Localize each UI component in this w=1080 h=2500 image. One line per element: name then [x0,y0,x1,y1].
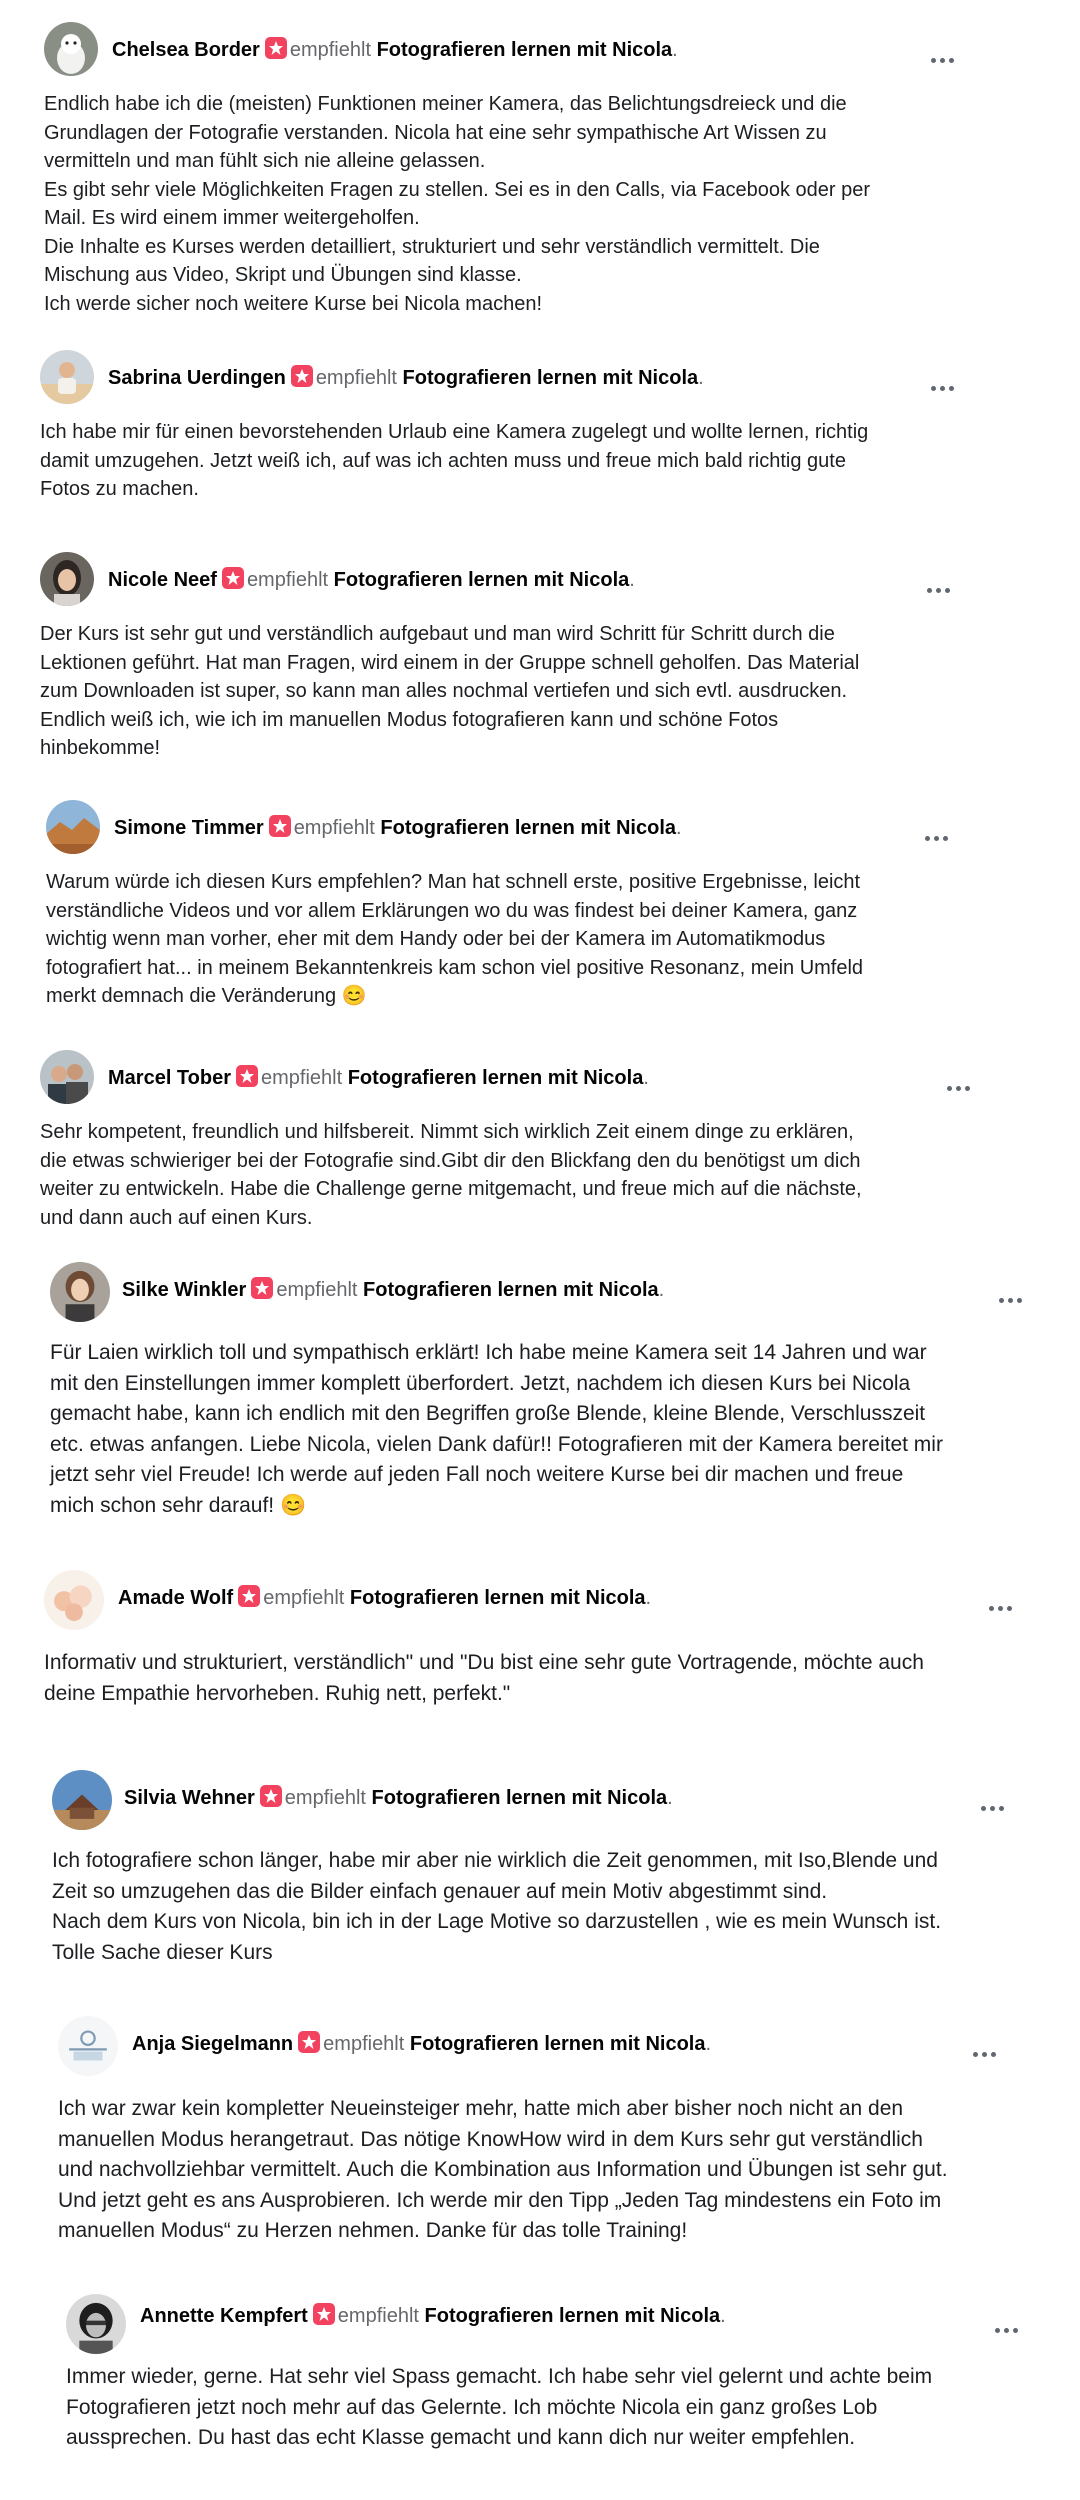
reviewer-name[interactable]: Silke Winkler [122,1279,247,1301]
star-recommend-icon [313,2303,335,2325]
star-recommend-icon [291,365,313,387]
review-headline: Simone Timmer empfiehlt Fotografieren lernen mit Nicola. [114,817,682,839]
recommends-label: empfiehlt [293,817,375,839]
page-link[interactable]: Fotografieren lernen mit Nicola [424,2305,721,2327]
page-link[interactable]: Fotografieren lernen mit Nicola [333,569,630,591]
review-card [40,552,1040,763]
review-text: Ich habe mir für einen bevorstehenden Urlaub eine Kamera zugelegt und wollte lernen, richtig damit umzugehen. Jetzt weiß ich, auf was ich achten muss und freue mich bald richtig gute Fotos zu machen. [40,421,869,500]
star-recommend-icon [265,37,287,59]
reviewer-name[interactable]: Anja Siegelmann [132,2033,294,2055]
more-options-icon[interactable] [966,2036,1002,2072]
avatar[interactable] [58,2016,118,2076]
review-text: Ich fotografiere schon länger, habe mir aber nie wirklich die Zeit genommen, mit Iso,Blende und Zeit so umzugehen das die Bilder einfach genauer auf mein Motiv abgestimmt sind. Nach dem Kurs von Nicola, bin ich in der Lage Motive so darzustellen , wie es mein Wunsch ist. Tolle Sache dieser Kurs [52,1849,942,1964]
page-link[interactable]: Fotografieren lernen mit Nicola [371,1787,668,1809]
more-options-icon[interactable] [982,1590,1018,1626]
recommends-label: empfiehlt [263,1587,345,1609]
review-card [58,2016,1058,2247]
avatar[interactable] [52,1770,112,1830]
star-recommend-icon [236,1065,258,1087]
recommends-label: empfiehlt [315,367,397,389]
star-recommend-icon [298,2031,320,2053]
page-link[interactable]: Fotografieren lernen mit Nicola [376,39,673,61]
more-options-icon[interactable] [920,572,956,608]
reviewer-name[interactable]: Amade Wolf [118,1587,234,1609]
star-recommend-icon [222,567,244,589]
review-headline: Sabrina Uerdingen empfiehlt Fotografieren lernen mit Nicola. [108,367,704,389]
reviewer-name[interactable]: Chelsea Border [112,39,260,61]
avatar[interactable] [40,350,94,404]
review-headline: Chelsea Border empfiehlt Fotografieren lernen mit Nicola. [112,39,678,61]
review-card [52,1770,1052,1968]
review-card [40,350,1040,504]
reviewer-name[interactable]: Nicole Neef [108,569,217,591]
recommends-label: empfiehlt [289,39,371,61]
review-headline: Anja Siegelmann empfiehlt Fotografieren lernen mit Nicola. [132,2033,712,2055]
page-link[interactable]: Fotografieren lernen mit Nicola [402,367,699,389]
review-headline: Amade Wolf empfiehlt Fotografieren lernen mit Nicola. [118,1587,652,1609]
star-recommend-icon [260,1785,282,1807]
review-text: Für Laien wirklich toll und sympathisch erklärt! Ich habe meine Kamera seit 14 Jahren und war mit den Einstellungen immer komplett überfordert. Jetzt, nachdem ich diesen Kurs bei Nicola gemacht habe, kann ich endlich mit den Begriffen große Blende, kleine Blende, Verschlusszeit etc. etwas anfangen. Liebe Nicola, vielen Dank dafür!! Fotografieren mit der Kamera bereitet mir jetzt sehr viel Freude! Ich werde auf jeden Fall noch weitere Kurse bei dir machen und freue mich schon sehr darauf! 😊 [50,1341,943,1517]
review-text: Endlich habe ich die (meisten) Funktionen meiner Kamera, das Belichtungsdreieck und die Grundlagen der Fotografie verstanden. Nicola hat eine sehr sympathische Art Wissen zu vermitteln und man fühlt sich nie alleine gelassen. Es gibt sehr viele Möglichkeiten Fragen zu stellen. Sei es in den Calls, via Facebook oder per Mail. Es wird einem immer weitergeholfen. Die Inhalte es Kurses werden detailliert, strukturiert und sehr verständlich vermittelt. Die Mischung aus Video, Skript und Übungen sind klasse. Ich werde sicher noch weitere Kurse bei Nicola machen! [44,93,870,315]
star-recommend-icon [269,815,291,837]
review-headline: Annette Kempfert empfiehlt Fotografieren lernen mit Nicola. [140,2305,726,2327]
review-card [46,800,1046,1011]
page-link[interactable]: Fotografieren lernen mit Nicola [363,1279,659,1301]
star-recommend-icon [238,1585,260,1607]
review-text: Warum würde ich diesen Kurs empfehlen? Man hat schnell erste, positive Ergebnisse, leicht verständliche Videos und vor allem Erklärungen wo du was findest bei deiner Kamera, ganz wichtig wenn man vorher, eher mit dem Handy oder bei der Kamera im Automatikmodus fotografiert hat... in meinem Bekanntenkreis kam schon viel positive Resonanz, mein Umfeld merkt demnach die Veränderung 😊 [46,871,864,1007]
more-options-icon[interactable] [940,1070,976,1106]
star-recommend-icon [251,1277,273,1299]
more-options-icon[interactable] [992,1282,1028,1318]
recommends-label: empfiehlt [276,1279,358,1301]
more-options-icon[interactable] [924,370,960,406]
reviewer-name[interactable]: Simone Timmer [114,817,264,839]
review-text: Sehr kompetent, freundlich und hilfsbereit. Nimmt sich wirklich Zeit einem dinge zu erklären, die etwas schwieriger bei der Fotografie sind.Gibt dir den Blickfang den du benötigst um dich weiter zu entwickeln. Habe die Challenge gerne mitgemacht, und freue mich auf die nächste, und dann auch auf einen Kurs. [40,1121,862,1229]
avatar[interactable] [44,22,98,76]
review-card [66,2294,1066,2454]
avatar[interactable] [44,1570,104,1630]
review-card [40,1050,1040,1232]
page-link[interactable]: Fotografieren lernen mit Nicola [347,1067,644,1089]
reviewer-name[interactable]: Annette Kempfert [140,2305,308,2327]
avatar[interactable] [50,1262,110,1322]
recommends-label: empfiehlt [323,2033,405,2055]
reviewer-name[interactable]: Marcel Tober [108,1067,231,1089]
reviewer-name[interactable]: Silvia Wehner [124,1787,255,1809]
avatar[interactable] [66,2294,126,2354]
review-card [44,1570,1044,1709]
more-options-icon[interactable] [974,1790,1010,1826]
review-headline: Nicole Neef empfiehlt Fotografieren lernen mit Nicola. [108,569,635,591]
recommends-label: empfiehlt [284,1787,366,1809]
recommends-label: empfiehlt [246,569,329,591]
review-text: Immer wieder, gerne. Hat sehr viel Spass gemacht. Ich habe sehr viel gelernt und achte beim Fotografieren jetzt noch mehr auf das Gelernte. Ich möchte Nicola ein ganz großes Lob aussprechen. Du hast das echt Klasse gemacht und kann dich nur weiter empfehlen. [66,2365,933,2449]
more-options-icon[interactable] [988,2312,1024,2348]
more-options-icon[interactable] [924,42,960,78]
recommends-label: empfiehlt [337,2305,419,2327]
review-headline: Marcel Tober empfiehlt Fotografieren lernen mit Nicola. [108,1067,649,1089]
recommends-label: empfiehlt [261,1067,343,1089]
avatar[interactable] [40,552,94,606]
reviewer-name[interactable]: Sabrina Uerdingen [108,367,286,389]
page-link[interactable]: Fotografieren lernen mit Nicola [409,2033,706,2055]
review-text: Informativ und strukturiert, verständlich" und "Du bist eine sehr gute Vortragende, möchte auch deine Empathie hervorheben. Ruhig nett, perfekt." [44,1651,924,1705]
more-options-icon[interactable] [918,820,954,856]
review-text: Der Kurs ist sehr gut und verständlich aufgebaut und man wird Schritt für Schritt durch die Lektionen geführt. Hat man Fragen, wird einem in der Gruppe schnell geholfen. Das Material zum Downloaden ist super, so kann man alles nochmal vertiefen und sich evtl. ausdrucken. Endlich weiß ich, wie ich im manuellen Modus fotografieren kann und schöne Fotos hinbekomme! [40,623,860,759]
avatar[interactable] [40,1050,94,1104]
review-text: Ich war zwar kein kompletter Neueinsteiger mehr, hatte mich aber bisher noch nicht an den manuellen Modus herangetraut. Das nötige KnowHow wird in dem Kurs sehr gut verständlich und nachvollziehbar vermittelt. Auch die Kombination aus Information und Übungen ist sehr gut. Und jetzt geht es ans Ausprobieren. Ich werde mir den Tipp „Jeden Tag mindestens ein Foto im manuellen Modus“ zu Herzen nehmen. Danke für das tolle Training! [58,2097,948,2242]
review-headline: Silvia Wehner empfiehlt Fotografieren lernen mit Nicola. [124,1787,673,1809]
page-link[interactable]: Fotografieren lernen mit Nicola [380,817,677,839]
review-card [44,22,1044,318]
review-headline: Silke Winkler empfiehlt Fotografieren lernen mit Nicola. [122,1279,665,1301]
review-card [50,1262,1050,1521]
page-link[interactable]: Fotografieren lernen mit Nicola [349,1587,646,1609]
avatar[interactable] [46,800,100,854]
